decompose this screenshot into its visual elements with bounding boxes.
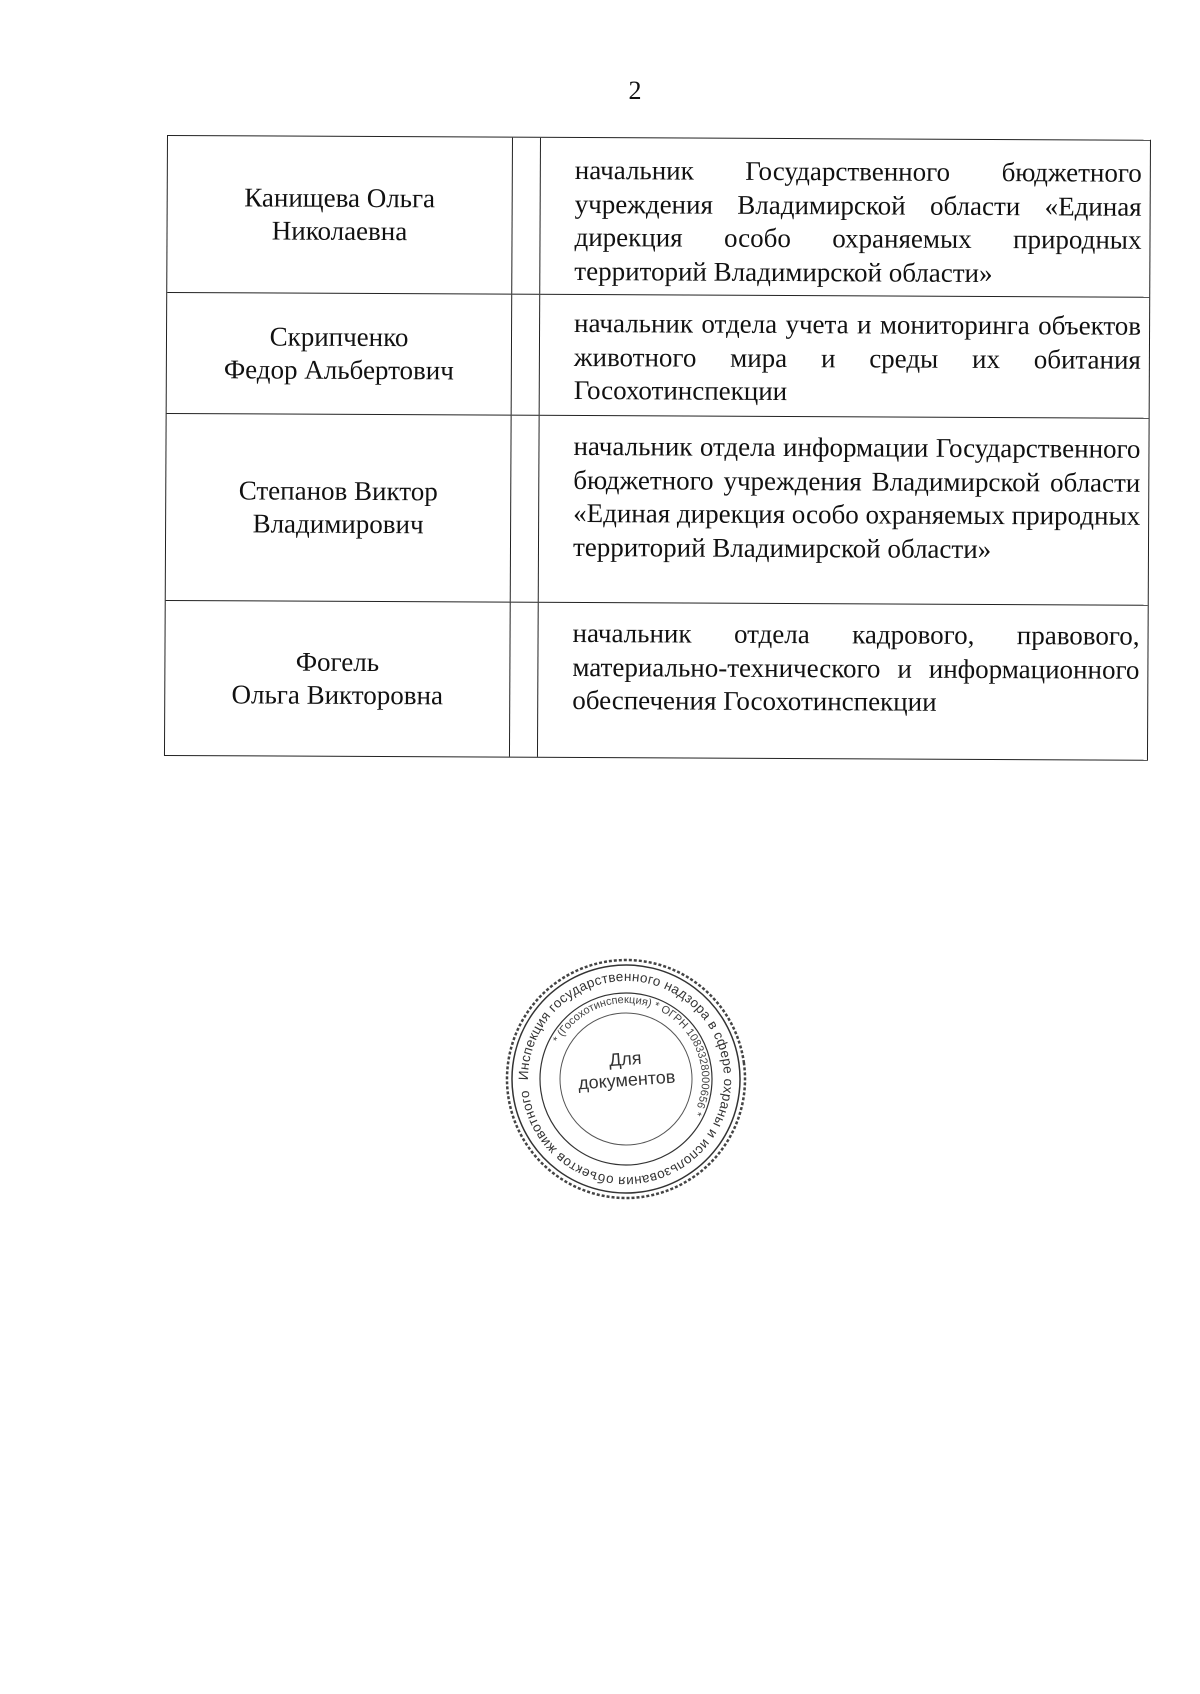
separator-cell xyxy=(512,295,541,415)
seal-outer-text: Инспекция государственного надзора в сфере охраны и использования объектов животного xyxy=(515,968,737,1190)
member-name-line: Канищева Ольга xyxy=(244,182,436,214)
page-number: 2 xyxy=(628,76,642,105)
members-table xyxy=(164,135,1151,761)
member-name-line: Степанов Виктор xyxy=(238,475,438,507)
member-name-cell xyxy=(165,601,511,757)
member-position-cell: начальник отдела кадрового, правового, материально-технического и информационного обеспечения Госохотинспекции xyxy=(572,617,1140,717)
seal-inner-text: * (Госохотинспекция) * ОГРН 1083328000656 * xyxy=(551,993,712,1118)
member-name-line: Владимирович xyxy=(252,508,424,540)
table-row xyxy=(167,136,1150,298)
separator-cell xyxy=(510,603,539,757)
table-row xyxy=(165,601,1148,761)
member-position-cell: начальник отдела учета и мониторинга объектов животного мира и среды их обитания Госохотинспекции xyxy=(573,307,1142,407)
separator-cell xyxy=(512,138,541,294)
member-name-line: Скрипченко xyxy=(269,321,409,353)
member-name-line: Николаевна xyxy=(271,215,408,247)
table-row xyxy=(167,293,1150,419)
member-name-line: Фогель xyxy=(295,646,380,678)
table-row xyxy=(166,414,1149,606)
member-name-cell xyxy=(167,136,513,294)
separator-cell xyxy=(511,416,540,602)
member-name-cell xyxy=(167,293,513,415)
member-name-line: Ольга Викторовна xyxy=(231,679,444,711)
seal-center-line: документов xyxy=(577,1066,676,1094)
member-name-line: Федор Альбертович xyxy=(223,354,454,386)
seal-center-line: Для xyxy=(608,1047,643,1071)
member-position-cell: начальник отдела информации Государственного бюджетного учреждения Владимирской области «Единая дирекция особо охраняемых природных территорий Владимирской области» xyxy=(572,430,1141,564)
member-name-cell xyxy=(166,414,512,602)
official-seal xyxy=(504,957,748,1201)
member-position-cell: начальник Государственного бюджетного учреждения Владимирской области «Единая дирекция особо охраняемых природных территорий Владимирской области» xyxy=(574,154,1142,288)
